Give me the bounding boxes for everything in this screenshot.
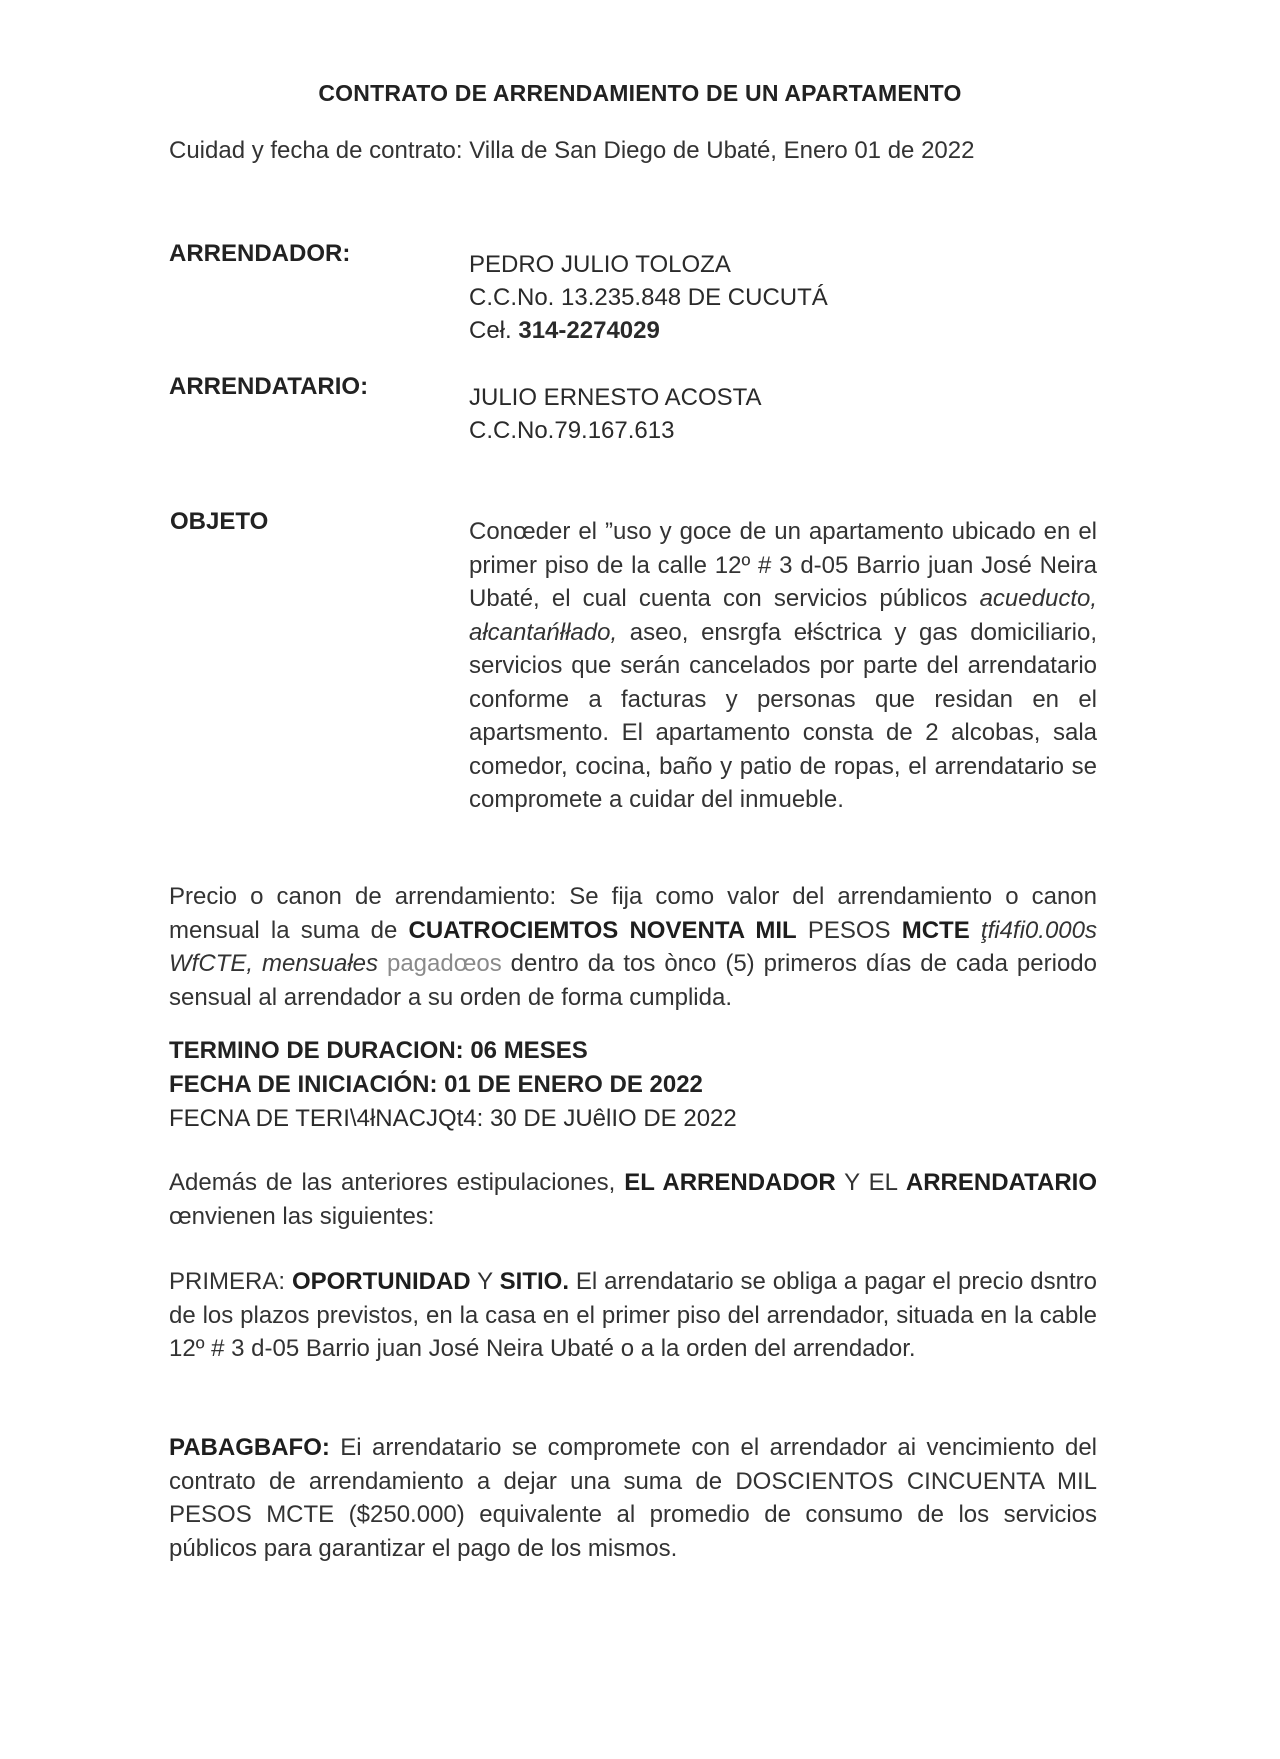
- ademas-bold: EL ARRENDADOR: [624, 1169, 836, 1196]
- objeto-italic-part: acueducto, ałcantańłłado,: [469, 585, 1097, 646]
- primera-text: Y: [470, 1268, 500, 1295]
- primera-bold: SITIO.: [499, 1268, 569, 1295]
- objeto-label: OBJETO: [170, 508, 269, 535]
- precio-text: PESOS: [796, 916, 902, 944]
- cel-number: 314-2274029: [518, 317, 660, 344]
- arrendatario-name: JULIO ERNESTO ACOSTA: [469, 384, 762, 411]
- precio-gray: pagadœos: [378, 950, 502, 977]
- primera-clause: [169, 1265, 1097, 1366]
- contract-title: CONTRATO DE ARRENDAMIENTO DE UN APARTAMENTO: [318, 80, 962, 106]
- objeto-text-part: Conœder el ”uso y goce de un apartamento ubicado en el primer piso de la calle 12º # 3 d-05 Barrio juan José Neira Ubaté, el cual cuenta con servicios públicos: [469, 518, 1097, 612]
- ademas-text: Y EL: [835, 1169, 906, 1196]
- precio-mcte: MCTE: [901, 916, 970, 944]
- arrendatario-label: ARRENDATARIO:: [169, 373, 369, 400]
- precio-text: Precio o canon de arrendamiento: Se fija como valor del arrendamiento o canon mensual la suma de: [169, 883, 1097, 944]
- city-date-line: Cuidad y fecha de contrato: Villa de San Diego de Ubaté, Enero 01 de 2022: [169, 137, 975, 164]
- arrendatario-cc: C.C.No.79.167.613: [469, 417, 675, 444]
- fecha-terminacion: FECNA DE TERI\4łNACJQt4: 30 DE JUêlIO DE 2022: [169, 1105, 737, 1132]
- objeto-text: [469, 515, 1097, 817]
- paragrafo-clause: [169, 1431, 1097, 1565]
- paragrafo-label: PABAGBAFO:: [169, 1434, 330, 1461]
- primera-text: El arrendatario se obliga a pagar el precio dsntro de los plazos previstos, en la casa en el primer piso del arrendador, situada en la cable 12º # 3 d-05 Barrio juan José Neira Ubaté o a la orden del arrendador.: [169, 1268, 1097, 1362]
- precio-text: dentro da tos ònco (5) primeros días de cada periodo sensual al arrendador a su orden de forma cumplida.: [169, 950, 1097, 1011]
- precio-italic: ţfi4fi0.000s WfCTE, mensuałes: [169, 916, 1097, 977]
- precio-paragraph: [169, 880, 1097, 1014]
- arrendador-name: PEDRO JULIO TOLOZA: [469, 251, 731, 278]
- arrendador-details: [469, 248, 828, 347]
- termino-duracion: TERMINO DE DURACION: 06 MESES: [169, 1037, 588, 1064]
- ademas-paragraph: [169, 1166, 1097, 1233]
- objeto-text-part: aseo, ensrgfa ełśctrica y gas domiciliario, servicios que serán cancelados por parte del arrendatario conforme a facturas y personas que residan en el apartsmento. El apartamento consta de 2 alcobas, sala comedor, cocina, baño y patio de ropas, el arrendatario se compromete a cuidar del inmueble.: [469, 618, 1097, 813]
- cel-label: Ceł.: [469, 317, 512, 344]
- paragrafo-text: Ei arrendatario se compromete con el arrendador ai vencimiento del contrato de arrendamiento a dejar una suma de DOSCIENTOS CINCUENTA MIL PESOS MCTE ($250.000) equivalente al promedio de consumo de los servicios públicos para garantizar el pago de los mismos.: [169, 1434, 1097, 1562]
- arrendador-cel: [469, 314, 828, 347]
- arrendatario-details: [469, 381, 762, 447]
- fecha-iniciacion: FECHA DE INICIACIÓN: 01 DE ENERO DE 2022: [169, 1071, 703, 1098]
- ademas-text: Además de las anteriores estipulaciones,: [169, 1169, 625, 1196]
- ademas-bold: ARRENDATARIO: [905, 1169, 1097, 1196]
- arrendador-label: ARRENDADOR:: [169, 240, 351, 267]
- ademas-text: œnvienen las siguientes:: [169, 1202, 435, 1230]
- primera-prefix: PRIMERA:: [169, 1268, 292, 1295]
- primera-bold: OPORTUNIDAD: [291, 1268, 471, 1295]
- terms-block: [169, 1034, 737, 1136]
- precio-amount: CUATROCIEMTOS NOVENTA MIL: [408, 916, 797, 944]
- arrendador-cc: C.C.No. 13.235.848 DE CUCUTÁ: [469, 284, 828, 311]
